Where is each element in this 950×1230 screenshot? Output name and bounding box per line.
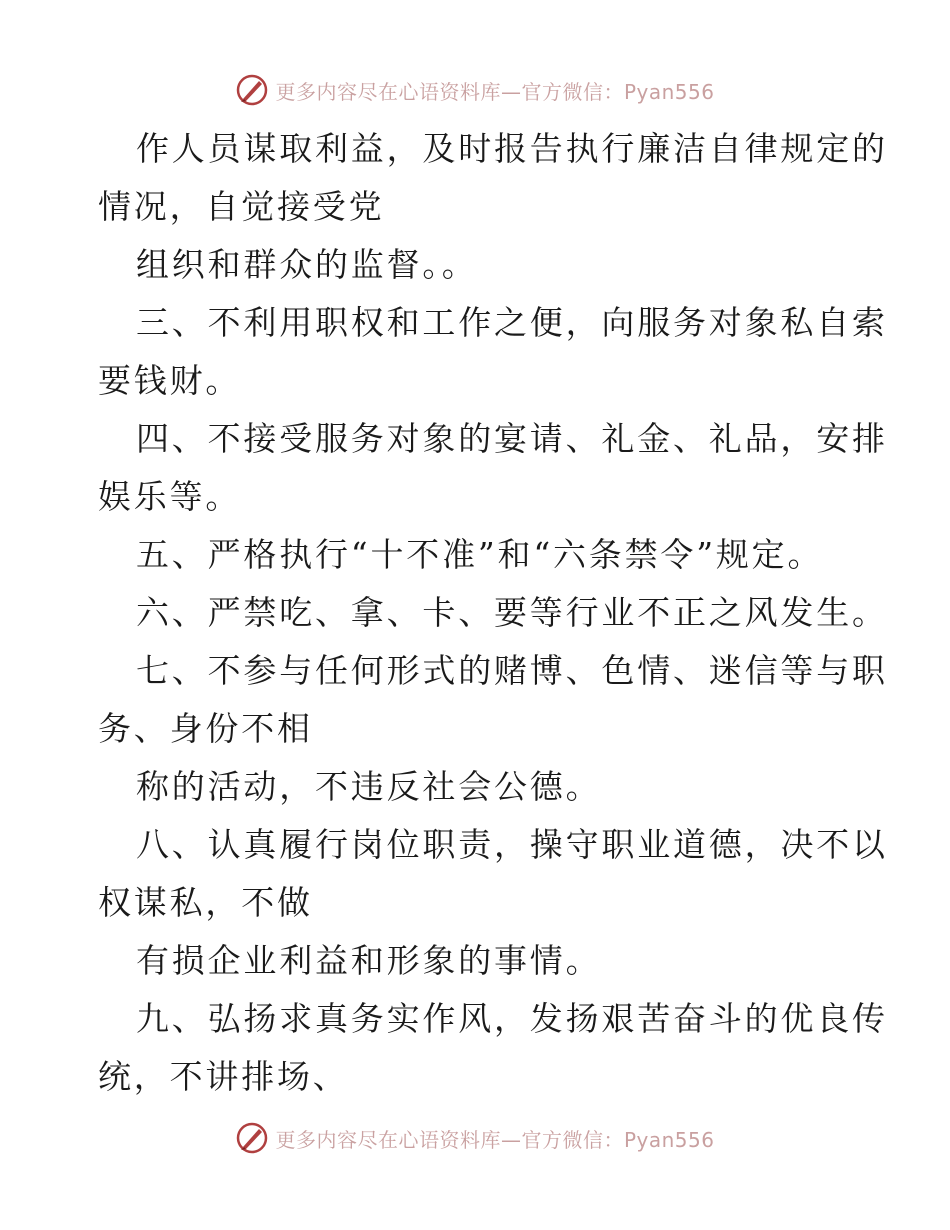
- document-body: [98, 120, 888, 1106]
- paragraph-line: 有损企业利益和形象的事情。: [136, 941, 602, 980]
- paragraph-line: 务、身份不相: [98, 709, 313, 748]
- paragraph-line: 娱乐等。: [98, 477, 242, 516]
- paragraph-line: 称的活动，不违反社会公德。: [136, 767, 602, 806]
- paragraph-line: 统，不讲排场、: [98, 1057, 349, 1096]
- quill-pen-logo-icon: [235, 1121, 269, 1155]
- paragraph-line: 作人员谋取利益，及时报告执行廉洁自律规定的: [136, 129, 888, 168]
- paragraph-line: 四、不接受服务对象的宴请、礼金、礼品，安排: [136, 419, 888, 458]
- paragraph-line: 权谋私，不做: [98, 883, 313, 922]
- footer-watermark-banner: [0, 1118, 950, 1158]
- header-banner-text: 更多内容尽在心语资料库—官方微信：Pyan556: [275, 79, 715, 104]
- footer-banner-text: 更多内容尽在心语资料库—官方微信：Pyan556: [275, 1127, 715, 1152]
- paragraph-line: 七、不参与任何形式的赌博、色情、迷信等与职: [136, 651, 888, 690]
- paragraph-line: 三、不利用职权和工作之便，向服务对象私自索: [136, 303, 888, 342]
- paragraph-line: 要钱财。: [98, 361, 242, 400]
- paragraph-line: 情况，自觉接受党: [98, 187, 385, 226]
- header-watermark-banner: [0, 70, 950, 110]
- quill-pen-logo-icon: [235, 73, 269, 107]
- paragraph-line: 六、严禁吃、拿、卡、要等行业不正之风发生。: [136, 593, 888, 632]
- paragraph-line: 九、弘扬求真务实作风，发扬艰苦奋斗的优良传: [136, 999, 888, 1038]
- paragraph-line: 组织和群众的监督。。: [136, 245, 478, 284]
- paragraph-line: 五、严格执行“十不准”和“六条禁令”规定。: [136, 535, 824, 574]
- paragraph-line: 八、认真履行岗位职责，操守职业道德，决不以: [136, 825, 888, 864]
